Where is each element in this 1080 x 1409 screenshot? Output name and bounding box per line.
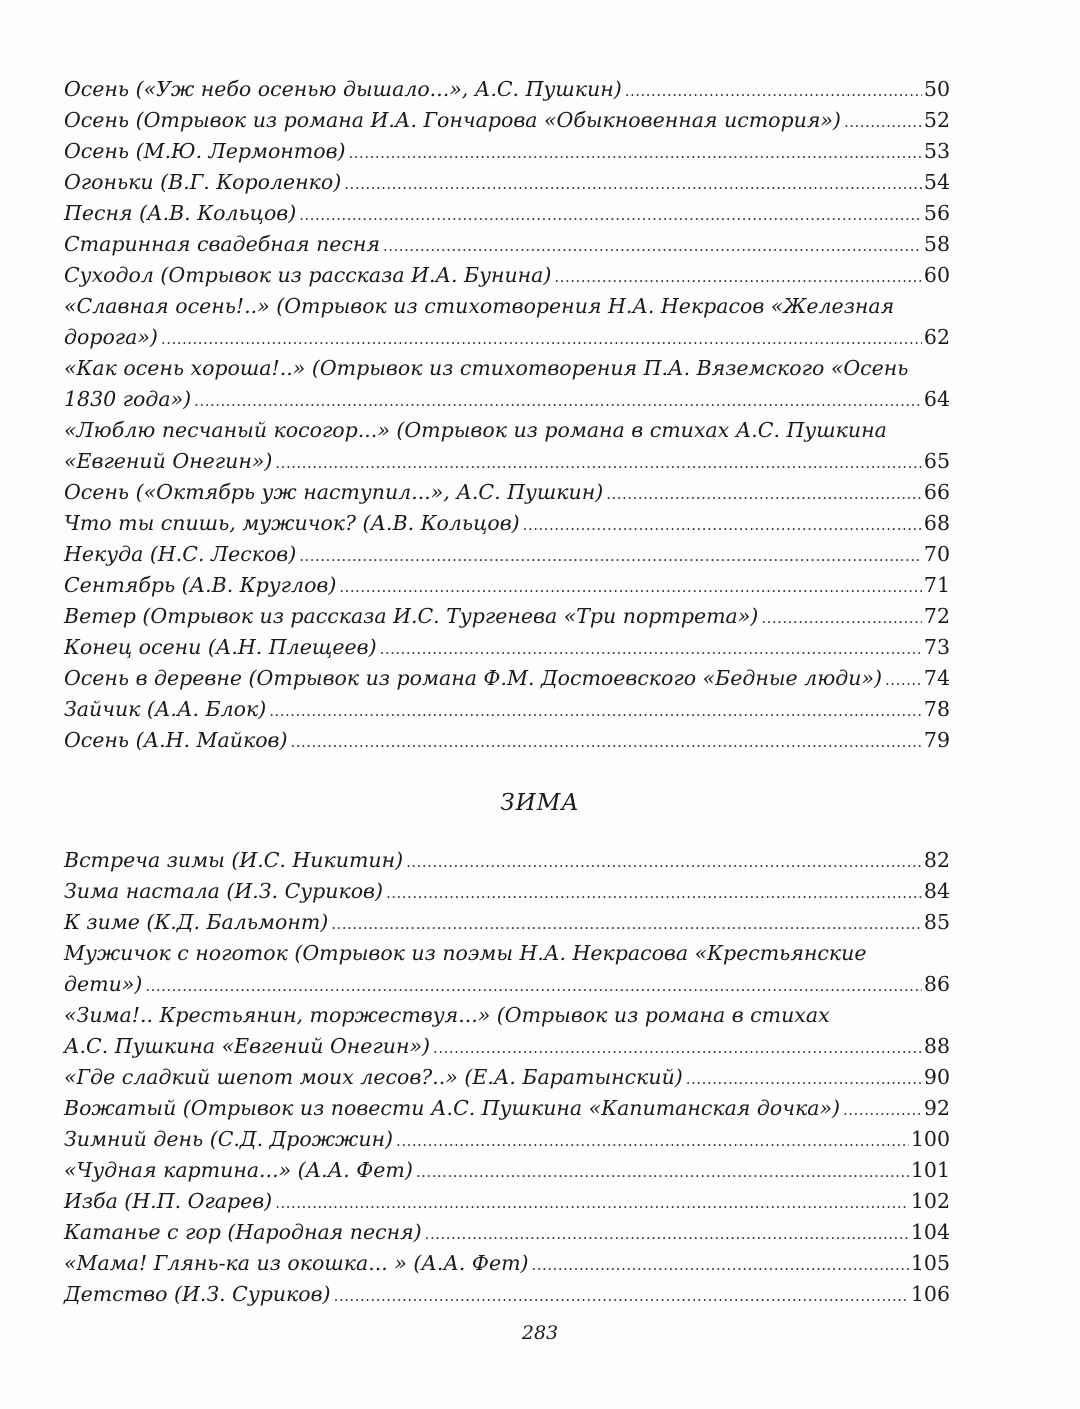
toc-entry-title: «Евгений Онегин») xyxy=(64,449,273,473)
dot-leader xyxy=(383,229,922,260)
toc-entry-title: Суходол (Отрывок из рассказа И.А. Бунина) xyxy=(64,263,552,287)
toc-entry xyxy=(64,539,950,570)
toc-entry-title: Изба (Н.П. Огарев) xyxy=(64,1189,273,1213)
toc-entry-page: 101 xyxy=(910,1158,950,1182)
toc-entry xyxy=(64,167,950,198)
toc-entry xyxy=(64,291,950,322)
toc-entry-title: Осень («Октябрь уж наступил...», А.С. Пушкин) xyxy=(64,480,604,504)
toc-entry-page: 84 xyxy=(923,879,950,903)
toc-entry-page: 52 xyxy=(923,108,950,132)
toc-entry-page: 104 xyxy=(910,1220,950,1244)
toc-entry-page: 86 xyxy=(923,972,950,996)
toc-entry xyxy=(64,938,950,969)
toc-entry-title: Зимний день (С.Д. Дрожжин) xyxy=(64,1127,394,1151)
toc-entry xyxy=(64,876,950,907)
dot-leader xyxy=(625,74,922,105)
toc-entry-page: 85 xyxy=(923,910,950,934)
toc-entry-title: К зиме (К.Д. Бальмонт) xyxy=(64,910,329,934)
toc-entry xyxy=(64,105,950,136)
toc-entry-title: Некуда (Н.С. Лесков) xyxy=(64,542,297,566)
toc-entry-page: 102 xyxy=(910,1189,950,1213)
toc-entry-title: Что ты спишь, мужичок? (А.В. Кольцов) xyxy=(64,511,520,535)
dot-leader xyxy=(334,1279,909,1310)
toc-entry-page: 66 xyxy=(923,480,950,504)
toc-entry-page: 92 xyxy=(923,1096,950,1120)
toc-entry-title: «Мама! Глянь-ка из окошка... » (А.А. Фет) xyxy=(64,1251,529,1275)
toc-entry-page: 72 xyxy=(923,604,950,628)
toc-section-autumn xyxy=(64,74,950,756)
toc-entry-page: 82 xyxy=(923,848,950,872)
toc-entry-title: Сентябрь (А.В. Круглов) xyxy=(64,573,337,597)
toc-entry-page: 64 xyxy=(923,387,950,411)
dot-leader xyxy=(523,508,922,539)
dot-leader xyxy=(425,1217,909,1248)
dot-leader xyxy=(299,198,922,229)
toc-entry xyxy=(64,1248,950,1279)
toc-entry-title: Мужичок с ноготок (Отрывок из поэмы Н.А. Некрасова «Крестьянские xyxy=(64,941,867,965)
toc-entry xyxy=(64,446,950,477)
toc-entry xyxy=(64,136,950,167)
toc-entry xyxy=(64,1186,950,1217)
toc-entry xyxy=(64,570,950,601)
toc-entry-page: 78 xyxy=(923,697,950,721)
toc-entry-page: 79 xyxy=(923,728,950,752)
dot-leader xyxy=(299,539,922,570)
toc-entry-page: 74 xyxy=(923,666,950,690)
toc-entry-title: Песня (А.В. Кольцов) xyxy=(64,201,297,225)
dot-leader xyxy=(844,105,922,136)
dot-leader xyxy=(686,1062,922,1093)
toc-entry xyxy=(64,601,950,632)
toc-entry-page: 56 xyxy=(923,201,950,225)
toc-entry-title: «Как осень хороша!..» (Отрывок из стихотворения П.А. Вяземского «Осень xyxy=(64,356,909,380)
toc-entry-title: Катанье с гор (Народная песня) xyxy=(64,1220,422,1244)
toc-entry-title: Осень (А.Н. Майков) xyxy=(64,728,288,752)
toc-entry-title: 1830 года») xyxy=(64,387,192,411)
dot-leader xyxy=(275,446,922,477)
toc-entry xyxy=(64,632,950,663)
toc-entry-page: 53 xyxy=(923,139,950,163)
toc-entry-title: Осень («Уж небо осенью дышало...», А.С. Пушкин) xyxy=(64,77,622,101)
toc-entry-title: А.С. Пушкина «Евгений Онегин») xyxy=(64,1034,431,1058)
toc-entry-title: «Славная осень!..» (Отрывок из стихотворения Н.А. Некрасов «Железная xyxy=(64,294,895,318)
toc-entry-title: Детство (И.З. Суриков) xyxy=(64,1282,331,1306)
toc-entry xyxy=(64,322,950,353)
toc-entry-title: Осень в деревне (Отрывок из романа Ф.М. Достоевского «Бедные люди») xyxy=(64,666,883,690)
toc-entry xyxy=(64,1155,950,1186)
toc-entry-page: 73 xyxy=(923,635,950,659)
dot-leader xyxy=(433,1031,922,1062)
toc-entry-page: 60 xyxy=(923,263,950,287)
toc-entry-title: Осень (Отрывок из романа И.А. Гончарова «Обыкновенная история») xyxy=(64,108,841,132)
toc-entry-page: 54 xyxy=(923,170,950,194)
toc-entry-page: 100 xyxy=(910,1127,950,1151)
toc-entry-page: 88 xyxy=(923,1034,950,1058)
toc-entry-title: Зайчик (А.А. Блок) xyxy=(64,697,267,721)
dot-leader xyxy=(406,845,922,876)
toc-entry xyxy=(64,198,950,229)
toc-entry xyxy=(64,260,950,291)
dot-leader xyxy=(386,876,922,907)
toc-entry-page: 106 xyxy=(910,1282,950,1306)
toc-entry xyxy=(64,508,950,539)
toc-entry xyxy=(64,1093,950,1124)
dot-leader xyxy=(161,322,922,353)
toc-entry xyxy=(64,907,950,938)
page-number: 283 xyxy=(521,1322,559,1344)
toc-section-winter xyxy=(64,845,950,1310)
toc-entry-page: 65 xyxy=(923,449,950,473)
toc-entry-title: «Люблю песчаный косогор...» (Отрывок из романа в стихах А.С. Пушкина xyxy=(64,418,887,442)
toc-entry-title: Ветер (Отрывок из рассказа И.С. Тургенева «Три портрета») xyxy=(64,604,759,628)
toc-entry xyxy=(64,74,950,105)
toc-entry-title: «Зима!.. Крестьянин, торжествуя...» (Отрывок из романа в стихах xyxy=(64,1003,830,1027)
dot-leader xyxy=(331,907,922,938)
toc-entry-title: «Где сладкий шепот моих лесов?..» (Е.А. Баратынский) xyxy=(64,1065,683,1089)
dot-leader xyxy=(349,136,922,167)
dot-leader xyxy=(885,663,922,694)
dot-leader xyxy=(554,260,922,291)
dot-leader xyxy=(761,601,922,632)
toc-entry-page: 70 xyxy=(923,542,950,566)
toc-entry xyxy=(64,1062,950,1093)
toc-entry-title: Вожатый (Отрывок из повести А.С. Пушкина «Капитанская дочка») xyxy=(64,1096,840,1120)
section-title-winter: ЗИМА xyxy=(500,790,580,816)
toc-entry-title: дорога») xyxy=(64,325,158,349)
toc-entry xyxy=(64,1124,950,1155)
toc-entry xyxy=(64,725,950,756)
dot-leader xyxy=(339,570,922,601)
dot-leader xyxy=(290,725,921,756)
dot-leader xyxy=(145,969,922,1000)
dot-leader xyxy=(396,1124,909,1155)
toc-entry xyxy=(64,353,950,384)
dot-leader xyxy=(275,1186,909,1217)
dot-leader xyxy=(416,1155,909,1186)
toc-entry xyxy=(64,694,950,725)
toc-entry xyxy=(64,415,950,446)
toc-entry-title: Огоньки (В.Г. Короленко) xyxy=(64,170,342,194)
toc-entry xyxy=(64,663,950,694)
dot-leader xyxy=(606,477,922,508)
toc-entry-title: Конец осени (А.Н. Плещеев) xyxy=(64,635,377,659)
dot-leader xyxy=(269,694,922,725)
toc-entry-title: Зима настала (И.З. Суриков) xyxy=(64,879,383,903)
toc-entry xyxy=(64,969,950,1000)
toc-entry xyxy=(64,1217,950,1248)
toc-entry xyxy=(64,1279,950,1310)
toc-entry xyxy=(64,1031,950,1062)
toc-entry-page: 62 xyxy=(923,325,950,349)
toc-entry xyxy=(64,384,950,415)
toc-entry-page: 105 xyxy=(910,1251,950,1275)
dot-leader xyxy=(532,1248,909,1279)
toc-entry-title: Осень (М.Ю. Лермонтов) xyxy=(64,139,346,163)
toc-entry-page: 71 xyxy=(923,573,950,597)
toc-entry-page: 90 xyxy=(923,1065,950,1089)
toc-entry-title: «Чудная картина...» (А.А. Фет) xyxy=(64,1158,413,1182)
dot-leader xyxy=(194,384,922,415)
toc-entry-title: Встреча зимы (И.С. Никитин) xyxy=(64,848,404,872)
toc-entry xyxy=(64,477,950,508)
toc-entry-title: Старинная свадебная песня xyxy=(64,232,380,256)
toc-entry-title: дети») xyxy=(64,972,143,996)
toc-entry-page: 50 xyxy=(923,77,950,101)
toc-entry-page: 58 xyxy=(923,232,950,256)
toc-entry xyxy=(64,845,950,876)
dot-leader xyxy=(380,632,922,663)
toc-entry xyxy=(64,229,950,260)
dot-leader xyxy=(843,1093,922,1124)
toc-entry xyxy=(64,1000,950,1031)
dot-leader xyxy=(344,167,922,198)
toc-entry-page: 68 xyxy=(923,511,950,535)
